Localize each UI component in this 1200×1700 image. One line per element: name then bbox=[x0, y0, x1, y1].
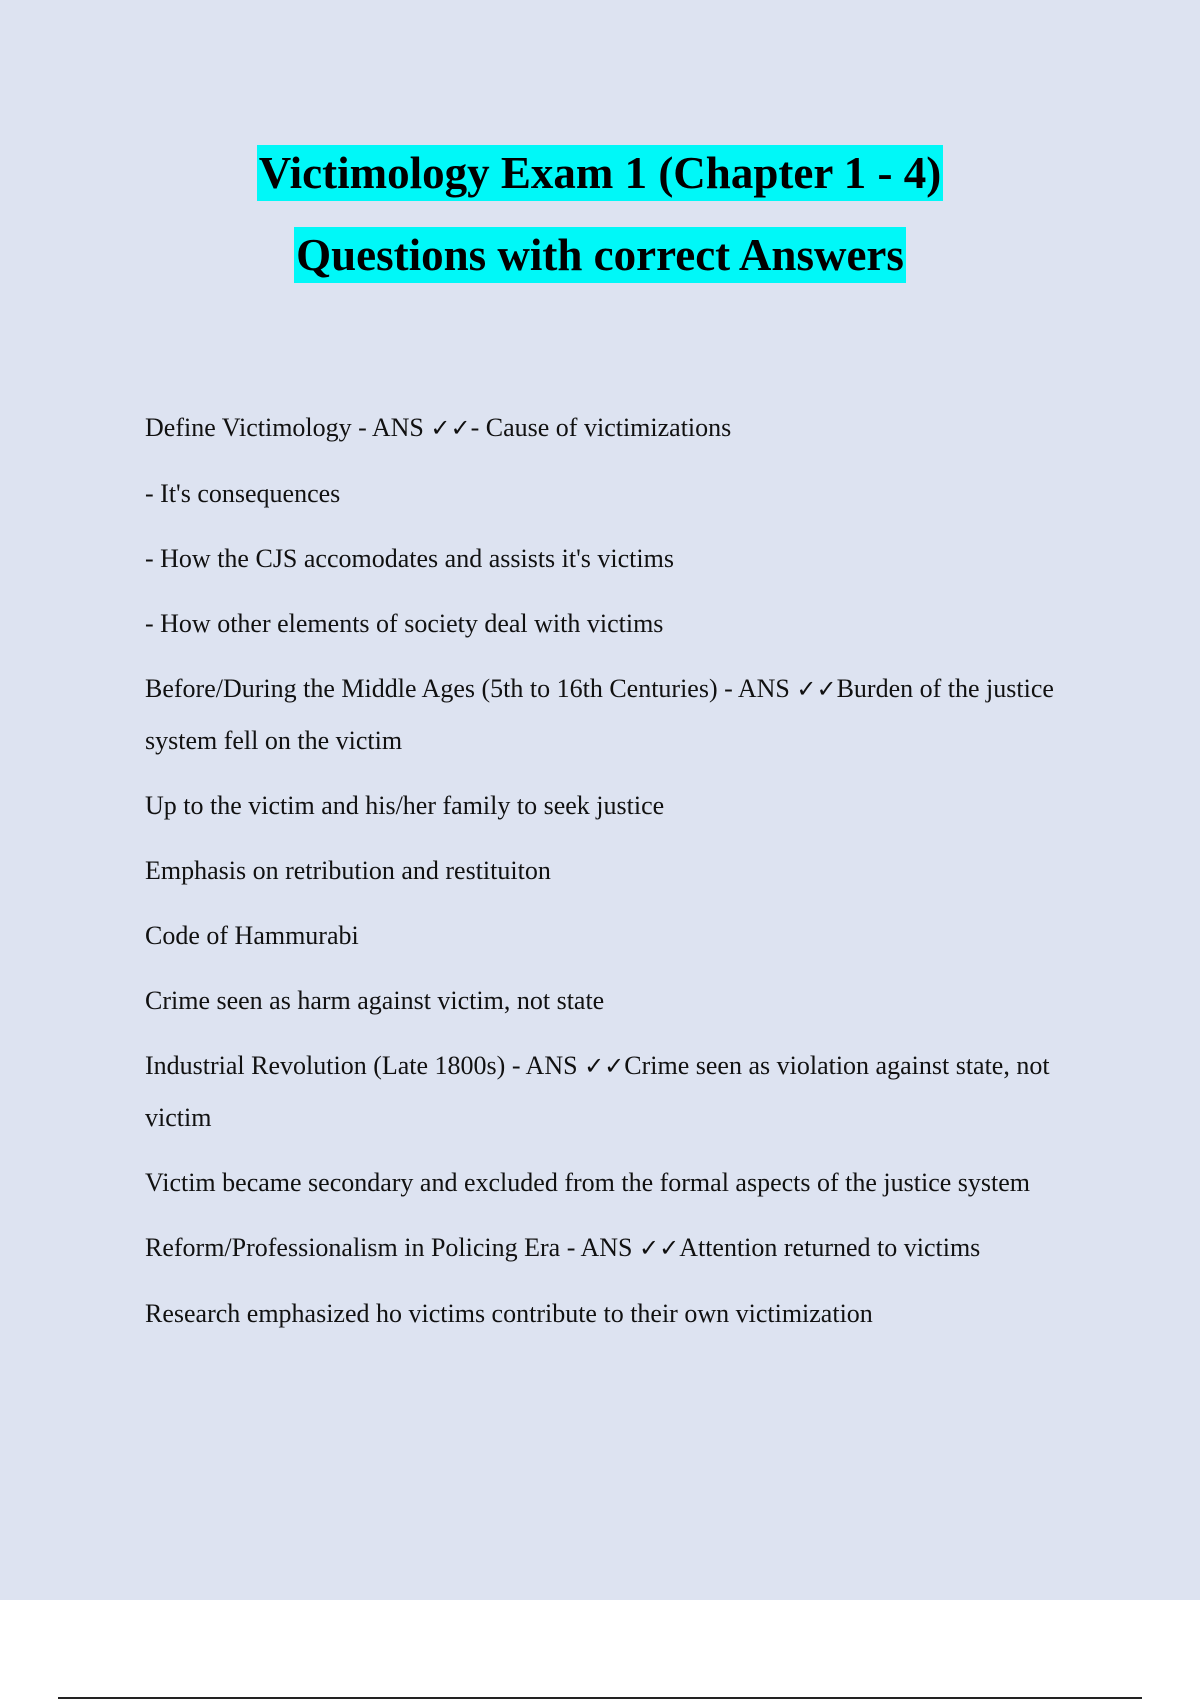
qa-define-victimology bbox=[145, 402, 1085, 454]
double-check-icon: ✓✓ bbox=[430, 414, 471, 442]
answer-text: Burden of the justice system fell on the victim bbox=[145, 674, 1054, 755]
double-check-icon: ✓✓ bbox=[584, 1052, 625, 1080]
document-body bbox=[145, 402, 1085, 1353]
question-text: Industrial Revolution (Late 1800s) - bbox=[145, 1051, 526, 1080]
answer-line: Crime seen as harm against victim, not state bbox=[145, 986, 605, 1015]
answer-line: - It's consequences bbox=[145, 479, 341, 508]
answer-label: ANS bbox=[580, 1233, 633, 1262]
answer-line: - How other elements of society deal with victims bbox=[145, 609, 664, 638]
answer-text: Attention returned to victims bbox=[679, 1233, 981, 1262]
answer-label: ANS bbox=[737, 674, 790, 703]
qa-industrial-revolution bbox=[145, 1040, 1085, 1143]
answer-line: Emphasis on retribution and restituiton bbox=[145, 856, 551, 885]
answer-line: - How the CJS accomodates and assists it's victims bbox=[145, 544, 674, 573]
qa-reform-era bbox=[145, 1222, 1085, 1274]
double-check-icon: ✓✓ bbox=[638, 1234, 680, 1262]
question-text: Define Victimology - bbox=[145, 413, 372, 442]
answer-text: Crime seen as violation against state, not victim bbox=[145, 1051, 1050, 1132]
qa-middle-ages bbox=[145, 663, 1085, 766]
answer-line: Code of Hammurabi bbox=[145, 921, 359, 950]
answer-text: - Cause of victimizations bbox=[470, 413, 732, 442]
question-text: Reform/Professionalism in Policing Era - bbox=[145, 1233, 581, 1262]
document-title bbox=[0, 145, 1200, 283]
title-line-1: Victimology Exam 1 (Chapter 1 - 4) bbox=[257, 145, 943, 201]
answer-line: Victim became secondary and excluded from the formal aspects of the justice system bbox=[145, 1168, 1031, 1197]
title-line-2: Questions with correct Answers bbox=[294, 227, 906, 283]
answer-label: ANS bbox=[371, 413, 424, 442]
double-check-icon: ✓✓ bbox=[796, 675, 837, 703]
answer-label: ANS bbox=[525, 1051, 578, 1080]
answer-line: Up to the victim and his/her family to seek justice bbox=[145, 791, 665, 820]
footer-divider bbox=[58, 1697, 1142, 1699]
question-text: Before/During the Middle Ages (5th to 16th Centuries) - bbox=[145, 674, 738, 703]
answer-line: Research emphasized ho victims contribute to their own victimization bbox=[145, 1299, 873, 1328]
